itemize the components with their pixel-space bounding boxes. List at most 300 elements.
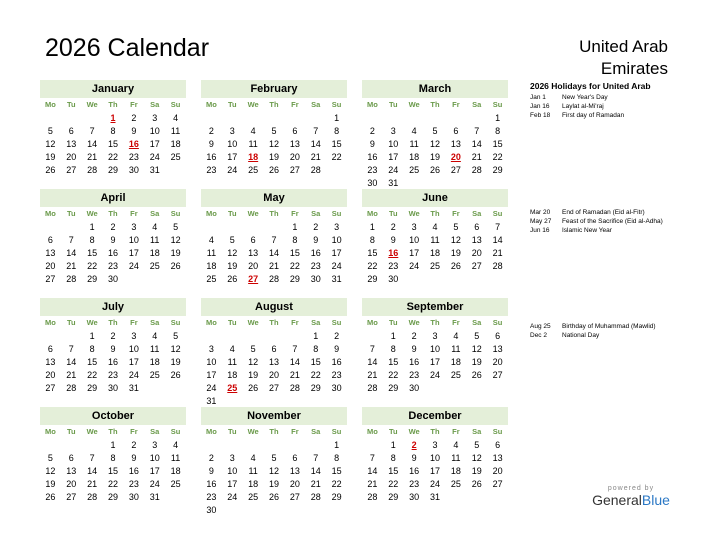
day: 6 xyxy=(453,126,459,136)
day: 23 xyxy=(409,479,420,489)
weekday-label: Sa xyxy=(150,427,160,436)
weekday-header xyxy=(40,98,186,112)
weekday-label: Tu xyxy=(388,427,398,436)
weekday-header xyxy=(362,207,508,221)
day: 30 xyxy=(331,383,342,393)
weekday-header xyxy=(362,425,508,439)
week-row xyxy=(40,221,186,234)
day: 26 xyxy=(45,165,56,175)
empty-day xyxy=(165,164,186,177)
day: 16 xyxy=(108,248,119,258)
holiday-date: Aug 25 xyxy=(530,323,551,330)
weekday-label: Fr xyxy=(452,209,460,218)
weekday-label: Mo xyxy=(367,100,378,109)
day: 24 xyxy=(149,152,160,162)
month-january xyxy=(40,80,186,177)
weekday-label: Mo xyxy=(45,427,56,436)
weekday-label: Tu xyxy=(227,427,237,436)
day: 25 xyxy=(149,261,160,271)
day: 22 xyxy=(388,479,399,489)
holiday-day: 16 xyxy=(128,139,139,149)
day: 28 xyxy=(87,492,98,502)
brand-general: General xyxy=(592,492,642,508)
day: 11 xyxy=(451,453,461,463)
day: 8 xyxy=(292,235,298,245)
day: 5 xyxy=(47,453,53,463)
day: 6 xyxy=(68,126,74,136)
day: 28 xyxy=(471,165,482,175)
week-row xyxy=(362,452,508,465)
day: 17 xyxy=(227,479,238,489)
empty-day xyxy=(264,504,285,517)
day: 10 xyxy=(128,235,139,245)
weekday-label: Tu xyxy=(388,209,398,218)
holiday-name: End of Ramadan (Eid al-Fitr) xyxy=(562,209,645,216)
day: 13 xyxy=(492,453,503,463)
day: 21 xyxy=(87,479,98,489)
day: 20 xyxy=(289,152,300,162)
holiday-name: First day of Ramadan xyxy=(562,112,625,119)
day: 18 xyxy=(170,139,181,149)
day: 20 xyxy=(471,248,482,258)
day: 7 xyxy=(313,453,319,463)
day: 30 xyxy=(206,505,217,515)
week-row xyxy=(362,273,508,286)
empty-day xyxy=(123,273,144,286)
day: 8 xyxy=(110,126,116,136)
weekday-label: Su xyxy=(331,318,342,327)
month-name: December xyxy=(362,407,508,425)
week-row xyxy=(40,164,186,177)
week-row xyxy=(40,356,186,369)
day: 16 xyxy=(367,152,378,162)
day: 15 xyxy=(289,248,300,258)
week-row xyxy=(362,465,508,478)
day: 10 xyxy=(149,453,160,463)
day: 20 xyxy=(492,466,503,476)
day: 29 xyxy=(108,165,119,175)
month-name: April xyxy=(40,189,186,207)
month-october xyxy=(40,407,186,504)
day: 15 xyxy=(331,466,342,476)
weekday-header xyxy=(40,207,186,221)
day: 1 xyxy=(334,113,340,123)
day: 9 xyxy=(411,344,417,354)
week-row xyxy=(201,439,347,452)
holiday-name: National Day xyxy=(562,332,600,339)
week-row xyxy=(362,356,508,369)
empty-day xyxy=(165,382,186,395)
weekday-label: Fr xyxy=(452,427,460,436)
weekday-label: Sa xyxy=(472,427,482,436)
week-row xyxy=(201,164,347,177)
day: 19 xyxy=(269,479,280,489)
weekday-label: We xyxy=(86,209,98,218)
day: 1 xyxy=(495,113,501,123)
day: 9 xyxy=(369,139,375,149)
day: 2 xyxy=(110,222,116,232)
day: 9 xyxy=(131,453,137,463)
weekday-label: Su xyxy=(170,318,181,327)
weekday-label: Mo xyxy=(367,318,378,327)
day: 30 xyxy=(388,274,399,284)
holiday-list-3 xyxy=(530,322,680,340)
day: 4 xyxy=(173,440,179,450)
day: 29 xyxy=(310,383,321,393)
day: 28 xyxy=(289,383,300,393)
day: 12 xyxy=(227,248,238,258)
month-name: May xyxy=(201,189,347,207)
day: 8 xyxy=(89,235,95,245)
day: 5 xyxy=(432,126,438,136)
holiday-entry xyxy=(530,322,680,331)
empty-day xyxy=(40,330,61,343)
generalblue-logo xyxy=(588,485,674,508)
empty-day xyxy=(165,273,186,286)
empty-day xyxy=(222,112,243,125)
weekday-label: Tu xyxy=(227,318,237,327)
day: 23 xyxy=(128,152,139,162)
day: 9 xyxy=(313,235,319,245)
day: 1 xyxy=(313,331,319,341)
day: 17 xyxy=(430,357,441,367)
week-row xyxy=(40,151,186,164)
day: 22 xyxy=(388,370,399,380)
day: 3 xyxy=(152,113,158,123)
empty-day xyxy=(165,491,186,504)
day: 28 xyxy=(66,383,77,393)
day: 15 xyxy=(108,139,119,149)
day: 23 xyxy=(310,261,321,271)
weekday-label: Su xyxy=(492,427,503,436)
empty-day xyxy=(425,112,446,125)
weekday-label: Tu xyxy=(66,318,76,327)
week-row xyxy=(201,491,347,504)
day: 26 xyxy=(269,492,280,502)
day: 27 xyxy=(289,165,300,175)
day: 12 xyxy=(430,139,441,149)
day: 27 xyxy=(492,370,503,380)
weekday-label: Mo xyxy=(206,427,217,436)
day: 13 xyxy=(471,235,482,245)
week-row xyxy=(201,260,347,273)
day: 3 xyxy=(334,222,340,232)
day: 18 xyxy=(430,248,441,258)
day: 31 xyxy=(430,492,441,502)
holiday-date: Mar 20 xyxy=(530,209,551,216)
day: 30 xyxy=(128,165,139,175)
week-row xyxy=(201,343,347,356)
day: 23 xyxy=(206,165,217,175)
weekday-label: Fr xyxy=(130,318,138,327)
day: 2 xyxy=(369,126,375,136)
weekday-label: Su xyxy=(331,100,342,109)
empty-day xyxy=(40,112,61,125)
month-name: July xyxy=(40,298,186,316)
week-row xyxy=(40,491,186,504)
weekday-label: Sa xyxy=(150,318,160,327)
holiday-entry xyxy=(530,102,680,111)
country-name: United Arab Emirates xyxy=(579,37,668,78)
week-row xyxy=(201,382,347,395)
weekday-label: Su xyxy=(492,100,503,109)
day: 26 xyxy=(450,261,461,271)
day: 6 xyxy=(47,235,53,245)
day: 24 xyxy=(331,261,342,271)
day: 21 xyxy=(87,152,98,162)
day: 26 xyxy=(45,492,56,502)
holiday-day: 20 xyxy=(450,152,461,162)
weekday-label: We xyxy=(247,209,259,218)
day: 7 xyxy=(68,235,74,245)
weekday-label: Tu xyxy=(227,209,237,218)
week-row xyxy=(201,369,347,382)
week-row xyxy=(40,112,186,125)
day: 22 xyxy=(87,261,98,271)
day: 27 xyxy=(450,165,461,175)
weekday-header xyxy=(362,316,508,330)
day: 14 xyxy=(87,139,98,149)
day: 28 xyxy=(367,383,378,393)
day: 18 xyxy=(409,152,420,162)
weekday-label: Mo xyxy=(206,100,217,109)
day: 8 xyxy=(334,453,340,463)
day: 11 xyxy=(170,453,181,463)
holiday-entry xyxy=(530,226,680,235)
day: 8 xyxy=(390,453,396,463)
holiday-entry xyxy=(530,93,680,102)
week-row xyxy=(362,343,508,356)
day: 5 xyxy=(229,235,235,245)
day: 30 xyxy=(409,383,420,393)
day: 11 xyxy=(206,248,217,258)
weekday-label: Tu xyxy=(227,100,237,109)
week-row xyxy=(201,151,347,164)
day: 23 xyxy=(388,261,399,271)
day: 7 xyxy=(474,126,480,136)
day: 10 xyxy=(430,344,441,354)
day: 29 xyxy=(289,274,300,284)
weekday-label: Tu xyxy=(388,318,398,327)
week-row xyxy=(201,356,347,369)
day: 7 xyxy=(495,222,501,232)
weekday-label: We xyxy=(86,318,98,327)
day: 9 xyxy=(334,344,340,354)
day: 30 xyxy=(108,274,119,284)
day: 8 xyxy=(495,126,501,136)
day: 9 xyxy=(110,235,116,245)
week-row xyxy=(40,465,186,478)
day: 31 xyxy=(149,492,160,502)
empty-day xyxy=(466,112,487,125)
day: 19 xyxy=(471,357,482,367)
day: 26 xyxy=(471,370,482,380)
day: 24 xyxy=(227,165,238,175)
day: 26 xyxy=(170,370,181,380)
day: 6 xyxy=(271,344,277,354)
empty-day xyxy=(326,504,347,517)
week-row xyxy=(201,221,347,234)
day: 14 xyxy=(310,466,321,476)
weekday-label: Fr xyxy=(452,100,460,109)
holiday-entry xyxy=(530,331,680,340)
week-row xyxy=(201,330,347,343)
empty-day xyxy=(284,330,305,343)
holiday-list-2 xyxy=(530,208,680,235)
empty-day xyxy=(61,330,82,343)
day: 27 xyxy=(471,261,482,271)
day: 11 xyxy=(430,235,440,245)
day: 7 xyxy=(68,344,74,354)
weekday-label: Mo xyxy=(367,427,378,436)
empty-day xyxy=(243,112,264,125)
day: 16 xyxy=(310,248,321,258)
empty-day xyxy=(243,504,264,517)
day: 21 xyxy=(492,248,503,258)
week-row xyxy=(40,138,186,151)
day: 8 xyxy=(89,344,95,354)
day: 29 xyxy=(108,492,119,502)
empty-day xyxy=(201,112,222,125)
day: 22 xyxy=(108,152,119,162)
weekday-label: Sa xyxy=(472,318,482,327)
day: 31 xyxy=(388,178,399,188)
week-row xyxy=(201,465,347,478)
weekday-label: Th xyxy=(269,209,279,218)
month-name: February xyxy=(201,80,347,98)
day: 15 xyxy=(108,466,119,476)
weekday-label: Sa xyxy=(311,100,321,109)
day: 29 xyxy=(492,165,503,175)
day: 26 xyxy=(170,261,181,271)
day: 14 xyxy=(367,357,378,367)
weekday-label: Su xyxy=(331,427,342,436)
week-row xyxy=(201,112,347,125)
day: 22 xyxy=(310,370,321,380)
empty-day xyxy=(82,112,103,125)
day: 11 xyxy=(170,126,181,136)
weekday-label: Th xyxy=(108,100,118,109)
week-row xyxy=(201,125,347,138)
month-june xyxy=(362,189,508,286)
empty-day xyxy=(243,221,264,234)
day: 16 xyxy=(409,357,420,367)
month-february xyxy=(201,80,347,177)
day: 5 xyxy=(474,440,480,450)
week-row xyxy=(40,125,186,138)
day: 17 xyxy=(149,139,160,149)
weekday-label: Mo xyxy=(45,100,56,109)
weekday-label: Su xyxy=(492,209,503,218)
day: 17 xyxy=(227,152,238,162)
day: 21 xyxy=(269,261,280,271)
day: 17 xyxy=(331,248,342,258)
day: 13 xyxy=(248,248,259,258)
day: 22 xyxy=(367,261,378,271)
day: 1 xyxy=(369,222,375,232)
day: 13 xyxy=(269,357,280,367)
day: 5 xyxy=(271,453,277,463)
holiday-name: Feast of the Sacrifice (Eid al-Adha) xyxy=(562,218,663,225)
day: 24 xyxy=(409,261,420,271)
day: 23 xyxy=(331,370,342,380)
day: 12 xyxy=(45,139,56,149)
weekday-label: Fr xyxy=(130,209,138,218)
day: 10 xyxy=(227,139,238,149)
day: 9 xyxy=(131,126,137,136)
empty-day xyxy=(383,112,404,125)
day: 21 xyxy=(367,479,378,489)
day: 27 xyxy=(66,492,77,502)
day: 10 xyxy=(331,235,342,245)
day: 4 xyxy=(250,126,256,136)
week-row xyxy=(362,151,508,164)
empty-day xyxy=(201,330,222,343)
brand-name xyxy=(588,492,674,508)
day: 22 xyxy=(289,261,300,271)
day: 20 xyxy=(66,479,77,489)
week-row xyxy=(40,478,186,491)
day: 12 xyxy=(170,235,181,245)
holiday-name: Birthday of Muhammad (Mawlid) xyxy=(562,323,656,330)
empty-day xyxy=(466,273,487,286)
day: 6 xyxy=(292,453,298,463)
empty-day xyxy=(144,273,165,286)
weekday-label: Sa xyxy=(311,427,321,436)
day: 20 xyxy=(289,479,300,489)
week-row xyxy=(40,234,186,247)
weekday-label: Mo xyxy=(45,318,56,327)
day: 24 xyxy=(128,370,139,380)
holiday-day: 16 xyxy=(388,248,399,258)
day: 15 xyxy=(492,139,503,149)
month-july xyxy=(40,298,186,395)
day: 14 xyxy=(471,139,482,149)
day: 14 xyxy=(289,357,300,367)
day: 13 xyxy=(289,139,300,149)
weekday-header xyxy=(40,316,186,330)
empty-day xyxy=(305,112,326,125)
month-march xyxy=(362,80,508,190)
day: 21 xyxy=(471,152,482,162)
week-row xyxy=(40,452,186,465)
day: 15 xyxy=(310,357,321,367)
week-row xyxy=(201,247,347,260)
empty-day xyxy=(466,491,487,504)
day: 14 xyxy=(269,248,280,258)
day: 1 xyxy=(390,331,396,341)
day: 4 xyxy=(453,331,459,341)
day: 10 xyxy=(149,126,160,136)
empty-day xyxy=(445,273,466,286)
month-name: March xyxy=(362,80,508,98)
day: 15 xyxy=(388,466,399,476)
day: 21 xyxy=(66,370,77,380)
day: 8 xyxy=(313,344,319,354)
empty-day xyxy=(326,164,347,177)
day: 4 xyxy=(432,222,438,232)
week-row xyxy=(40,260,186,273)
day: 1 xyxy=(110,440,116,450)
day: 1 xyxy=(89,222,95,232)
empty-day xyxy=(466,382,487,395)
holiday-name: Islamic New Year xyxy=(562,227,612,234)
day: 14 xyxy=(367,466,378,476)
day: 8 xyxy=(369,235,375,245)
day: 19 xyxy=(227,261,238,271)
empty-day xyxy=(40,439,61,452)
day: 25 xyxy=(450,479,461,489)
